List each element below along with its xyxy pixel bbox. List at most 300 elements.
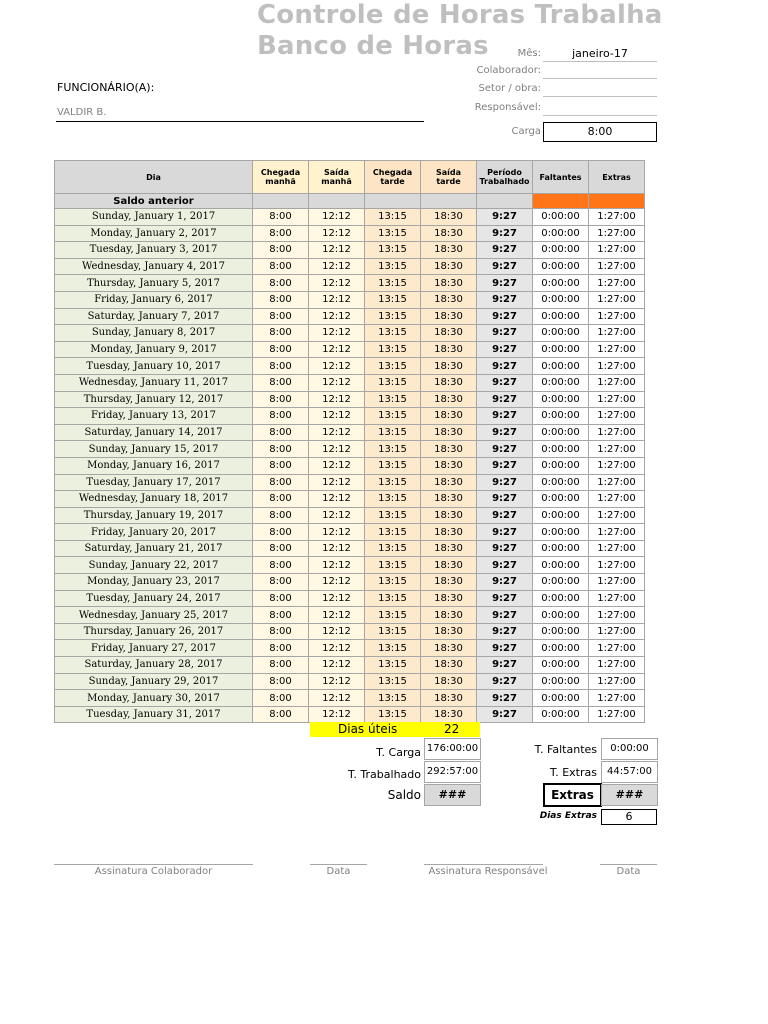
t-carga-label: T. Carga [376,746,421,759]
cell-st[interactable]: 18:30 [421,242,477,259]
cell-extras: 1:27:00 [589,424,645,441]
cell-st[interactable]: 18:30 [421,457,477,474]
cell-sm[interactable]: 12:12 [309,524,365,541]
cell-sm[interactable]: 12:12 [309,574,365,591]
cell-faltantes: 0:00:00 [533,623,589,640]
cell-extras: 1:27:00 [589,341,645,358]
saldo-cell[interactable] [365,194,421,209]
cell-periodo: 9:27 [477,706,533,723]
cell-extras: 1:27:00 [589,690,645,707]
funcionario-name[interactable]: VALDIR B. [56,107,424,122]
cell-sm[interactable]: 12:12 [309,706,365,723]
cell-st[interactable]: 18:30 [421,391,477,408]
cell-ct[interactable]: 13:15 [365,391,421,408]
cell-faltantes: 0:00:00 [533,441,589,458]
col-header-faltantes: Faltantes [533,161,589,194]
extras-value: ### [601,784,658,806]
table-row [55,341,645,358]
cell-ct[interactable]: 13:15 [365,690,421,707]
cell-faltantes: 0:00:00 [533,524,589,541]
cell-cm[interactable]: 8:00 [253,408,309,425]
cell-sm[interactable]: 12:12 [309,540,365,557]
dias-extras-label: Dias Extras [539,811,597,821]
cell-cm[interactable]: 8:00 [253,424,309,441]
cell-cm[interactable]: 8:00 [253,640,309,657]
cell-cm[interactable]: 8:00 [253,291,309,308]
cell-cm[interactable]: 8:00 [253,308,309,325]
cell-ct[interactable]: 13:15 [365,325,421,342]
cell-faltantes: 0:00:00 [533,673,589,690]
cell-ct[interactable]: 13:15 [365,424,421,441]
saldo-cell[interactable] [253,194,309,209]
cell-st[interactable]: 18:30 [421,424,477,441]
signature-line-responsavel[interactable] [424,864,543,865]
saldo-faltantes-cell[interactable] [533,194,589,209]
cell-extras: 1:27:00 [589,706,645,723]
cell-cm[interactable]: 8:00 [253,491,309,508]
cell-extras: 1:27:00 [589,258,645,275]
cell-ct[interactable]: 13:15 [365,225,421,242]
cell-periodo: 9:27 [477,491,533,508]
cell-st[interactable]: 18:30 [421,706,477,723]
cell-faltantes: 0:00:00 [533,574,589,591]
cell-ct[interactable]: 13:15 [365,657,421,674]
cell-sm[interactable]: 12:12 [309,457,365,474]
cell-periodo: 9:27 [477,557,533,574]
cell-cm[interactable]: 8:00 [253,673,309,690]
cell-periodo: 9:27 [477,673,533,690]
cell-sm[interactable]: 12:12 [309,607,365,624]
cell-st[interactable]: 18:30 [421,657,477,674]
saldo-cell[interactable] [309,194,365,209]
col-header-chegada-manha: Chegada manhã [253,161,309,194]
cell-periodo: 9:27 [477,657,533,674]
cell-sm[interactable]: 12:12 [309,358,365,375]
cell-st[interactable]: 18:30 [421,341,477,358]
cell-st[interactable]: 18:30 [421,491,477,508]
saldo-extras-cell[interactable] [589,194,645,209]
cell-cm[interactable]: 8:00 [253,441,309,458]
cell-st[interactable]: 18:30 [421,690,477,707]
cell-ct[interactable]: 13:15 [365,258,421,275]
cell-periodo: 9:27 [477,574,533,591]
cell-st[interactable]: 18:30 [421,623,477,640]
cell-periodo: 9:27 [477,540,533,557]
cell-extras: 1:27:00 [589,225,645,242]
cell-periodo: 9:27 [477,474,533,491]
cell-faltantes: 0:00:00 [533,308,589,325]
cell-ct[interactable]: 13:15 [365,673,421,690]
cell-cm[interactable]: 8:00 [253,623,309,640]
cell-cm[interactable]: 8:00 [253,574,309,591]
cell-sm[interactable]: 12:12 [309,391,365,408]
table-row [55,325,645,342]
signature-colaborador-label: Assinatura Colaborador [94,866,213,877]
cell-extras: 1:27:00 [589,441,645,458]
cell-cm[interactable]: 8:00 [253,706,309,723]
extras-label: Extras [543,783,602,807]
cell-st[interactable]: 18:30 [421,275,477,292]
t-trabalhado-label: T. Trabalhado [348,768,421,781]
cell-faltantes: 0:00:00 [533,358,589,375]
cell-sm[interactable]: 12:12 [309,673,365,690]
cell-cm[interactable]: 8:00 [253,690,309,707]
table-row [55,441,645,458]
cell-sm[interactable]: 12:12 [309,491,365,508]
cell-cm[interactable]: 8:00 [253,325,309,342]
cell-dia: Friday, January 20, 2017 [55,524,253,541]
setor-label: Setor / obra: [478,83,541,94]
cell-cm[interactable]: 8:00 [253,341,309,358]
cell-st[interactable]: 18:30 [421,540,477,557]
table-row [55,308,645,325]
cell-extras: 1:27:00 [589,673,645,690]
cell-dia: Sunday, January 1, 2017 [55,209,253,226]
cell-cm[interactable]: 8:00 [253,258,309,275]
setor-field[interactable] [543,82,657,97]
cell-extras: 1:27:00 [589,275,645,292]
cell-ct[interactable]: 13:15 [365,640,421,657]
cell-dia: Sunday, January 15, 2017 [55,441,253,458]
dias-uteis-label: Dias úteis [338,722,398,736]
cell-cm[interactable]: 8:00 [253,209,309,226]
cell-extras: 1:27:00 [589,391,645,408]
col-header-dia: Dia [55,161,253,194]
cell-ct[interactable]: 13:15 [365,441,421,458]
cell-dia: Tuesday, January 24, 2017 [55,590,253,607]
cell-dia: Saturday, January 21, 2017 [55,540,253,557]
table-row [55,424,645,441]
cell-ct[interactable]: 13:15 [365,491,421,508]
cell-ct[interactable]: 13:15 [365,574,421,591]
cell-faltantes: 0:00:00 [533,341,589,358]
table-row [55,275,645,292]
cell-dia: Tuesday, January 3, 2017 [55,242,253,259]
cell-ct[interactable]: 13:15 [365,242,421,259]
cell-sm[interactable]: 12:12 [309,408,365,425]
cell-ct[interactable]: 13:15 [365,706,421,723]
cell-periodo: 9:27 [477,242,533,259]
cell-st[interactable]: 18:30 [421,507,477,524]
cell-periodo: 9:27 [477,507,533,524]
cell-extras: 1:27:00 [589,540,645,557]
saldo-cell[interactable] [421,194,477,209]
cell-faltantes: 0:00:00 [533,540,589,557]
table-row [55,590,645,607]
cell-periodo: 9:27 [477,590,533,607]
cell-st[interactable]: 18:30 [421,374,477,391]
cell-periodo: 9:27 [477,308,533,325]
cell-sm[interactable]: 12:12 [309,291,365,308]
cell-faltantes: 0:00:00 [533,242,589,259]
mes-label: Mês: [517,48,541,59]
cell-ct[interactable]: 13:15 [365,607,421,624]
cell-st[interactable]: 18:30 [421,607,477,624]
cell-periodo: 9:27 [477,374,533,391]
cell-sm[interactable]: 12:12 [309,341,365,358]
cell-dia: Friday, January 6, 2017 [55,291,253,308]
cell-extras: 1:27:00 [589,607,645,624]
cell-extras: 1:27:00 [589,242,645,259]
cell-periodo: 9:27 [477,325,533,342]
cell-st[interactable]: 18:30 [421,474,477,491]
cell-dia: Thursday, January 19, 2017 [55,507,253,524]
col-header-periodo: Período Trabalhado [477,161,533,194]
table-row [55,623,645,640]
cell-dia: Monday, January 2, 2017 [55,225,253,242]
funcionario-label: FUNCIONÁRIO(A): [57,81,155,94]
cell-cm[interactable]: 8:00 [253,474,309,491]
dias-extras-value: 6 [601,809,657,825]
table-row [55,225,645,242]
cell-dia: Thursday, January 26, 2017 [55,623,253,640]
cell-ct[interactable]: 13:15 [365,474,421,491]
cell-faltantes: 0:00:00 [533,258,589,275]
cell-cm[interactable]: 8:00 [253,225,309,242]
cell-st[interactable]: 18:30 [421,557,477,574]
cell-periodo: 9:27 [477,607,533,624]
cell-st[interactable]: 18:30 [421,225,477,242]
cell-cm[interactable]: 8:00 [253,590,309,607]
cell-sm[interactable]: 12:12 [309,242,365,259]
cell-extras: 1:27:00 [589,291,645,308]
cell-ct[interactable]: 13:15 [365,623,421,640]
page-title: Controle de Horas Trabalha [257,0,663,30]
cell-extras: 1:27:00 [589,358,645,375]
cell-periodo: 9:27 [477,441,533,458]
cell-ct[interactable]: 13:15 [365,308,421,325]
signature-data1-label: Data [326,866,351,877]
cell-extras: 1:27:00 [589,325,645,342]
cell-periodo: 9:27 [477,275,533,292]
table-row [55,408,645,425]
cell-cm[interactable]: 8:00 [253,358,309,375]
cell-ct[interactable]: 13:15 [365,557,421,574]
table-row [55,690,645,707]
cell-extras: 1:27:00 [589,524,645,541]
cell-st[interactable]: 18:30 [421,673,477,690]
cell-ct[interactable]: 13:15 [365,341,421,358]
cell-ct[interactable]: 13:15 [365,507,421,524]
cell-ct[interactable]: 13:15 [365,524,421,541]
cell-ct[interactable]: 13:15 [365,275,421,292]
table-row [55,574,645,591]
cell-periodo: 9:27 [477,640,533,657]
cell-sm[interactable]: 12:12 [309,657,365,674]
col-header-extras: Extras [589,161,645,194]
cell-sm[interactable]: 12:12 [309,308,365,325]
cell-dia: Saturday, January 14, 2017 [55,424,253,441]
cell-dia: Monday, January 9, 2017 [55,341,253,358]
table-row [55,540,645,557]
cell-dia: Friday, January 13, 2017 [55,408,253,425]
cell-periodo: 9:27 [477,209,533,226]
cell-faltantes: 0:00:00 [533,640,589,657]
saldo-cell[interactable] [477,194,533,209]
cell-sm[interactable]: 12:12 [309,507,365,524]
cell-sm[interactable]: 12:12 [309,623,365,640]
carga-field[interactable]: 8:00 [543,122,657,142]
cell-faltantes: 0:00:00 [533,657,589,674]
cell-sm[interactable]: 12:12 [309,441,365,458]
cell-cm[interactable]: 8:00 [253,657,309,674]
cell-faltantes: 0:00:00 [533,325,589,342]
cell-dia: Saturday, January 7, 2017 [55,308,253,325]
header-row [55,161,645,194]
signature-line-data1[interactable] [310,864,367,865]
cell-ct[interactable]: 13:15 [365,374,421,391]
cell-dia: Tuesday, January 17, 2017 [55,474,253,491]
cell-sm[interactable]: 12:12 [309,640,365,657]
cell-sm[interactable]: 12:12 [309,325,365,342]
saldo-anterior-row [55,194,645,209]
cell-ct[interactable]: 13:15 [365,209,421,226]
cell-faltantes: 0:00:00 [533,374,589,391]
signature-line-colaborador[interactable] [54,864,253,865]
cell-st[interactable]: 18:30 [421,308,477,325]
cell-cm[interactable]: 8:00 [253,607,309,624]
cell-cm[interactable]: 8:00 [253,507,309,524]
cell-faltantes: 0:00:00 [533,690,589,707]
cell-cm[interactable]: 8:00 [253,557,309,574]
cell-faltantes: 0:00:00 [533,291,589,308]
cell-ct[interactable]: 13:15 [365,291,421,308]
cell-periodo: 9:27 [477,690,533,707]
cell-extras: 1:27:00 [589,474,645,491]
saldo-anterior-label: Saldo anterior [55,194,253,209]
cell-st[interactable]: 18:30 [421,358,477,375]
cell-dia: Wednesday, January 4, 2017 [55,258,253,275]
cell-sm[interactable]: 12:12 [309,474,365,491]
cell-dia: Friday, January 27, 2017 [55,640,253,657]
cell-st[interactable]: 18:30 [421,524,477,541]
cell-sm[interactable]: 12:12 [309,590,365,607]
cell-periodo: 9:27 [477,291,533,308]
cell-ct[interactable]: 13:15 [365,358,421,375]
cell-extras: 1:27:00 [589,491,645,508]
cell-sm[interactable]: 12:12 [309,225,365,242]
cell-faltantes: 0:00:00 [533,457,589,474]
cell-dia: Wednesday, January 18, 2017 [55,491,253,508]
t-faltantes-label: T. Faltantes [534,743,597,756]
saldo-label: Saldo [387,788,421,802]
col-header-saida-tarde: Saída tarde [421,161,477,194]
table-row [55,557,645,574]
cell-faltantes: 0:00:00 [533,706,589,723]
cell-dia: Sunday, January 22, 2017 [55,557,253,574]
table-row [55,457,645,474]
signature-responsavel-label: Assinatura Responsável [428,866,548,877]
cell-faltantes: 0:00:00 [533,225,589,242]
table-row [55,524,645,541]
cell-sm[interactable]: 12:12 [309,258,365,275]
mes-field[interactable]: janeiro-17 [543,47,657,62]
cell-faltantes: 0:00:00 [533,590,589,607]
colaborador-field[interactable] [543,64,657,79]
cell-ct[interactable]: 13:15 [365,408,421,425]
table-row [55,507,645,524]
responsavel-field[interactable] [543,101,657,116]
cell-sm[interactable]: 12:12 [309,275,365,292]
cell-dia: Tuesday, January 10, 2017 [55,358,253,375]
cell-faltantes: 0:00:00 [533,474,589,491]
cell-extras: 1:27:00 [589,507,645,524]
page-subtitle: Banco de Horas [257,31,489,61]
table-row [55,291,645,308]
t-extras-value: 44:57:00 [601,761,658,783]
table-row [55,209,645,226]
cell-cm[interactable]: 8:00 [253,540,309,557]
cell-sm[interactable]: 12:12 [309,209,365,226]
cell-cm[interactable]: 8:00 [253,275,309,292]
cell-extras: 1:27:00 [589,457,645,474]
table-row [55,391,645,408]
colaborador-label: Colaborador: [476,65,541,76]
cell-periodo: 9:27 [477,457,533,474]
cell-cm[interactable]: 8:00 [253,457,309,474]
cell-cm[interactable]: 8:00 [253,374,309,391]
cell-st[interactable]: 18:30 [421,408,477,425]
signature-data2-label: Data [616,866,641,877]
table-row [55,491,645,508]
cell-ct[interactable]: 13:15 [365,590,421,607]
cell-sm[interactable]: 12:12 [309,557,365,574]
cell-extras: 1:27:00 [589,308,645,325]
cell-sm[interactable]: 12:12 [309,690,365,707]
cell-periodo: 9:27 [477,358,533,375]
t-extras-label: T. Extras [549,766,597,779]
cell-faltantes: 0:00:00 [533,209,589,226]
cell-st[interactable]: 18:30 [421,441,477,458]
cell-dia: Thursday, January 12, 2017 [55,391,253,408]
cell-st[interactable]: 18:30 [421,258,477,275]
cell-cm[interactable]: 8:00 [253,242,309,259]
cell-st[interactable]: 18:30 [421,325,477,342]
cell-st[interactable]: 18:30 [421,209,477,226]
cell-dia: Sunday, January 29, 2017 [55,673,253,690]
cell-ct[interactable]: 13:15 [365,457,421,474]
cell-ct[interactable]: 13:15 [365,540,421,557]
cell-extras: 1:27:00 [589,574,645,591]
cell-st[interactable]: 18:30 [421,574,477,591]
dias-uteis-bar [310,722,480,737]
cell-sm[interactable]: 12:12 [309,374,365,391]
cell-st[interactable]: 18:30 [421,640,477,657]
table-row [55,673,645,690]
cell-faltantes: 0:00:00 [533,275,589,292]
timesheet-table [54,160,645,723]
table-row [55,474,645,491]
table-row [55,358,645,375]
cell-faltantes: 0:00:00 [533,507,589,524]
cell-faltantes: 0:00:00 [533,391,589,408]
cell-st[interactable]: 18:30 [421,590,477,607]
cell-cm[interactable]: 8:00 [253,524,309,541]
cell-extras: 1:27:00 [589,623,645,640]
table-row [55,607,645,624]
cell-st[interactable]: 18:30 [421,291,477,308]
cell-periodo: 9:27 [477,524,533,541]
table-row [55,657,645,674]
cell-sm[interactable]: 12:12 [309,424,365,441]
table-row [55,640,645,657]
signature-line-data2[interactable] [600,864,657,865]
carga-label: Carga [511,126,541,137]
cell-cm[interactable]: 8:00 [253,391,309,408]
saldo-value: ### [424,784,481,806]
table-row [55,242,645,259]
t-faltantes-value: 0:00:00 [601,738,658,760]
